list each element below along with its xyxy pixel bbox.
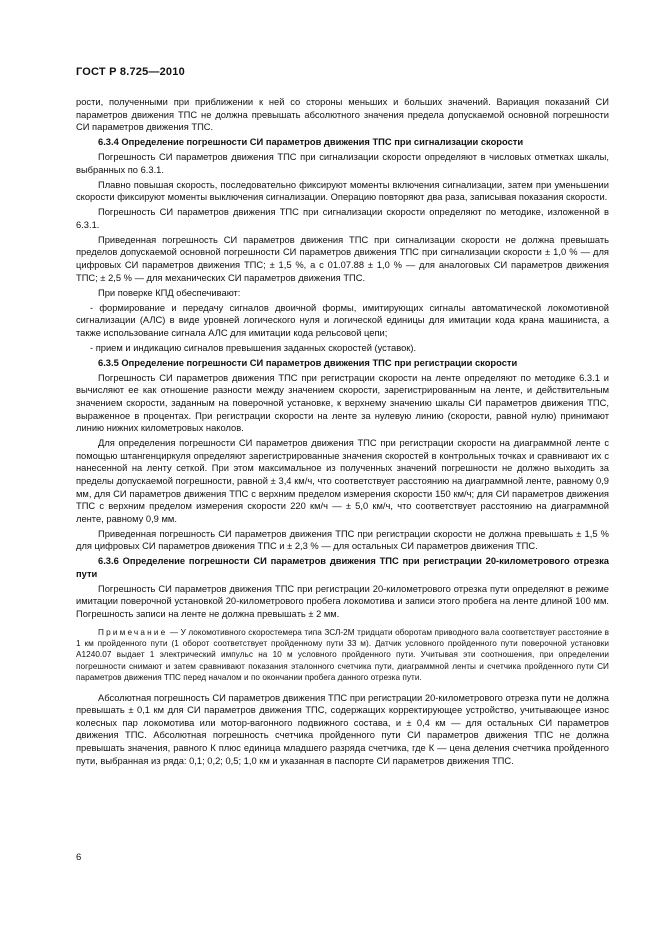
document-header: ГОСТ Р 8.725—2010 <box>76 66 185 78</box>
paragraph: Абсолютная погрешность СИ параметров движения ТПС при регистрации 20-километрового отрезка пути не должна превышать ± 0,1 км для СИ параметров движения ТПС, содержащих корректирующее устройство, учитывающее износ колесных пар локомотива или мотор-вагонного подвижного состава, и ± 0,4 км — для остальных СИ параметров движения ТПС. Абсолютная погрешность счетчика пройденного пути СИ параметров движения ТПС не должна превышать значения, равного К плюс единица младшего разряда счетчика, где К — цена деления счетчика пройденного пути, выбранная из ряда: 0,1; 0,2; 0,5; 1,0 км и указанная в паспорте СИ параметров движения ТПС. <box>76 692 609 766</box>
document-body <box>76 96 609 770</box>
paragraph: Погрешность СИ параметров движения ТПС при регистрации 20-километрового отрезка пути определяют в режиме имитации поверочной установкой 20-километрового пробега локомотива и записи этого пробега на ленте длиной 100 мм. Погрешность записи на ленте не должна превышать ± 2 мм. <box>76 583 609 620</box>
paragraph: Погрешность СИ параметров движения ТПС при сигнализации скорости определяют по методике, изложенной в 6.3.1. <box>76 207 609 230</box>
section-heading-6-3-5: 6.3.5 Определение погрешности СИ параметров движения ТПС при регистрации скорости <box>98 357 518 368</box>
paragraph: Для определения погрешности СИ параметров движения ТПС при регистрации скорости на диаграммной ленте с помощью штангенциркуля определяют зарегистрированные значения скоростей в контрольных точках и сравнивают их с нанесенной на ленту сеткой. При этом максимальное из полученных значений погрешности не должно выходить за пределы допускаемой погрешности, равной ± 3,4 км/ч, что соответствует расстоянию на диаграммной ленте, равному 0,9 мм, для СИ параметров движения ТПС с верхним пределом измерения скорости 150 км/ч; для СИ параметров движения ТПС с верхним пределом измерения скорости 220 км/ч — ± 5,0 км/ч, что соответствует расстоянию на диаграммной ленте, равному 0,9 мм. <box>76 438 609 524</box>
paragraph: Погрешность СИ параметров движения ТПС при сигнализации скорости определяют в числовых отметках шкалы, выбранных по 6.3.1. <box>76 152 609 175</box>
section-heading-6-3-6: 6.3.6 Определение погрешности СИ параметров движения ТПС при регистрации 20-километрового отрезка пути <box>76 556 609 579</box>
paragraph: Приведенная погрешность СИ параметров движения ТПС при регистрации скорости не должна превышать ± 1,5 % для цифровых СИ параметров движения ТПС и ± 2,3 % — для остальных СИ параметров движения ТПС. <box>76 528 609 552</box>
list-item: - прием и индикацию сигналов превышения заданных скоростей (уставок). <box>90 342 417 353</box>
paragraph: Приведенная погрешность СИ параметров движения ТПС при сигнализации скорости не должна превышать пределов допускаемой основной погрешности СИ параметров движения ТПС при сигнализации скорости ± 1,0 % — для цифровых СИ параметров движения ТПС; ± 1,5 %, а с 01.07.88 ± 1,0 % — для аналоговых СИ параметров движения ТПС; ± 2,5 % — для механических СИ параметров движения ТПС. <box>76 234 609 283</box>
note <box>76 627 609 684</box>
paragraph: Плавно повышая скорость, последовательно фиксируют моменты включения сигнализации, затем при уменьшении скорости фиксируют моменты выключения сигнализации. Операцию повторяют два раза, записывая показания скорости. <box>76 179 609 203</box>
paragraph: Погрешность СИ параметров движения ТПС при регистрации скорости на ленте определяют по методике 6.3.1 и вычисляют ее как отношение разности между значением скорости, зарегистрированным на ленте, и действительным значением скорости, заданным на поверочной установке, к верхнему значению шкалы СИ параметров движения ТПС, выраженное в процентах. При регистрации скорости на ленте за нулевую линию (скорости, равной нулю) принимают линию нижних километровых наколов. <box>76 372 609 434</box>
note-text: — У локомотивного скоростемера типа ЗСЛ-2М тридцати оборотам приводного вала соответствует расстояние в 1 км пройденного пути (1 оборот соответствует пройденному пути 33 м). Датчик условного пройденного пути поверочной установки А1240.07 выдает 1 электрический импульс на 10 м условного пройденного пути. Учитывая эти соотношения, при определении погрешности снимают и затем сравнивают показания эталонного счетчика пути, диаграммной ленты и счетчика пройденного пути СИ параметров движения ТПС перед началом и по окончании пробега данного отрезка пути. <box>76 627 609 683</box>
list-item: - формирование и передачу сигналов двоичной формы, имитирующих сигналы автоматической локомотивной сигнализации (АЛС) в виде уровней логического нуля и логической единицы для имитации кода крана машиниста, а также использование сигнала АЛС для имитации кода рельсовой цепи; <box>76 302 609 338</box>
note-label: Примечание <box>98 627 168 637</box>
page-number: 6 <box>76 852 82 863</box>
paragraph: При поверке КПД обеспечивают: <box>98 287 241 298</box>
section-heading-6-3-4: 6.3.4 Определение погрешности СИ параметров движения ТПС при сигнализации скорости <box>98 137 524 148</box>
paragraph-continuation: рости, полученными при приближении к ней со стороны меньших и больших значений. Вариация показаний СИ параметров движения ТПС не должна превышать абсолютного значения предела допускаемой основной погрешности СИ параметров движения ТПС. <box>76 97 609 133</box>
